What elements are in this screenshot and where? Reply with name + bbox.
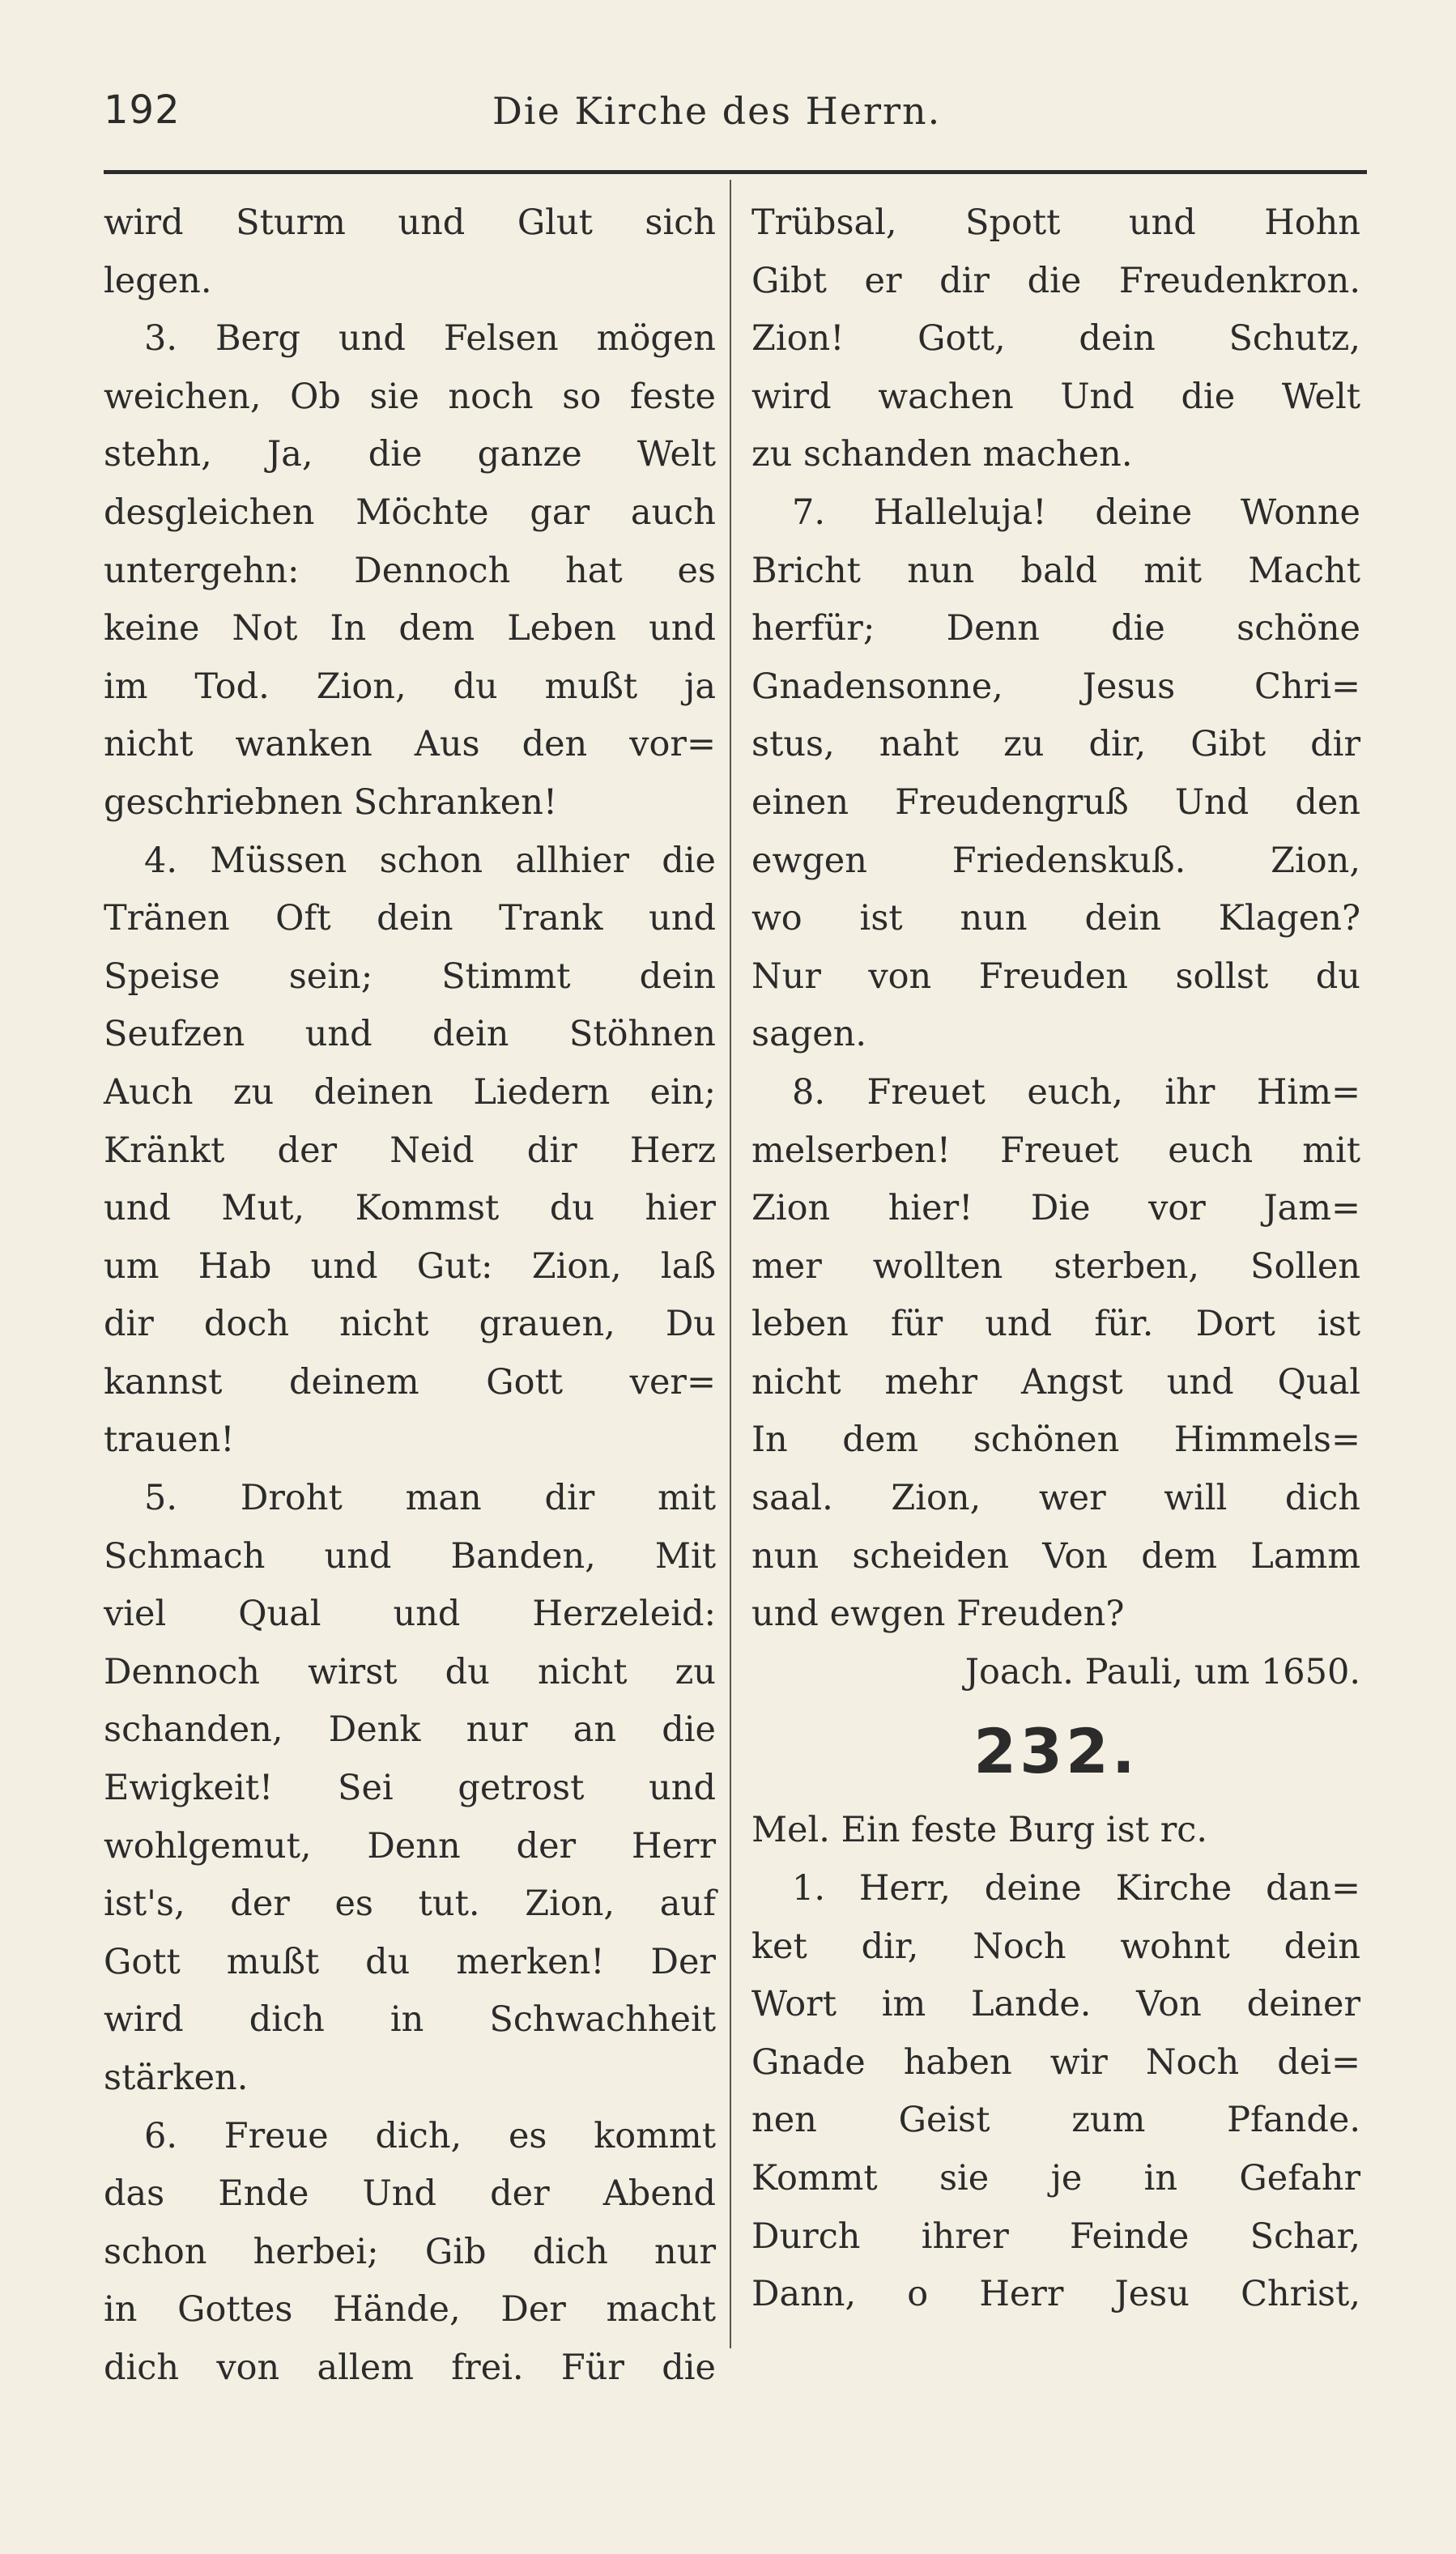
text-line: 8. Freuet euch, ihr Him= (792, 1071, 1360, 1113)
text-line: 7. Halleluja! deine Wonne (792, 492, 1360, 533)
text-line: in Gottes Hände, Der macht (104, 2289, 716, 2331)
text-line: dich von allem frei. Für die (104, 2347, 716, 2388)
text-line: Dennoch wirst du nicht zu (104, 1651, 716, 1692)
text-line: schanden, Denk nur an die (104, 1709, 716, 1751)
text-line: nun scheiden Von dem Lamm (751, 1535, 1360, 1577)
text-line: saal. Zion, wer will dich (751, 1478, 1360, 1519)
text-line: 3. Berg und Felsen mögen (144, 318, 716, 360)
running-title: Die Kirche des Herrn. (492, 89, 942, 133)
text-line: Gott mußt du merken! Der (104, 1941, 716, 1982)
text-line: herfür; Denn die schöne (751, 608, 1360, 649)
text-line: Gibt er dir die Freudenkron. (751, 260, 1360, 301)
text-line: Trübsal, Spott und Hohn (751, 202, 1360, 243)
text-line: Kommt sie je in Gefahr (751, 2158, 1360, 2199)
text-line: Schmach und Banden, Mit (104, 1535, 716, 1577)
text-line: Auch zu deinen Liedern ein; (104, 1071, 716, 1113)
text-line: Bricht nun bald mit Macht (751, 550, 1360, 591)
right-column-lower (751, 1860, 1360, 2324)
page-header (104, 87, 1367, 144)
text-line: 6. Freue dich, es kommt (144, 2115, 716, 2156)
text-line: nicht mehr Angst und Qual (751, 1361, 1360, 1403)
text-line: ist's, der es tut. Zion, auf (104, 1884, 716, 1925)
text-line: und ewgen Freuden? (751, 1594, 1125, 1635)
text-line: geschriebnen Schranken! (104, 781, 558, 823)
text-line: Gnade haben wir Noch dei= (751, 2041, 1360, 2083)
text-line: schon herbei; Gib dich nur (104, 2231, 716, 2272)
text-line: legen. (104, 260, 212, 301)
text-line: desgleichen Möchte gar auch (104, 492, 716, 533)
text-line: Tränen Oft dein Trank und (104, 898, 716, 939)
text-line: stärken. (104, 2058, 249, 2098)
text-line: wo ist nun dein Klagen? (751, 898, 1360, 939)
text-line: ket dir, Noch wohnt dein (751, 1926, 1360, 1967)
text-line: leben für und für. Dort ist (751, 1304, 1360, 1345)
text-line: und Mut, Kommst du hier (104, 1188, 716, 1229)
text-line: trauen! (104, 1420, 235, 1461)
hymn-number: 232. (973, 1715, 1139, 1788)
text-line: wird wachen Und die Welt (751, 376, 1360, 417)
text-line: untergehn: Dennoch hat es (104, 550, 716, 591)
text-line: weichen, Ob sie noch so feste (104, 376, 716, 417)
text-line: das Ende Und der Abend (104, 2173, 716, 2215)
text-line: Wort im Lande. Von deiner (751, 1984, 1360, 2025)
text-line: dir doch nicht grauen, Du (104, 1304, 716, 1345)
text-line: keine Not In dem Leben und (104, 608, 716, 649)
text-line: Kränkt der Neid dir Herz (104, 1130, 716, 1171)
text-line: Zion! Gott, dein Schutz, (751, 318, 1360, 360)
text-line: im Tod. Zion, du mußt ja (104, 666, 716, 707)
text-line: einen Freudengruß Und den (751, 781, 1360, 823)
text-line: 1. Herr, deine Kirche dan= (792, 1868, 1360, 1909)
column-divider (730, 180, 731, 2348)
right-column (751, 194, 1360, 2324)
text-line: Durch ihrer Feinde Schar, (751, 2216, 1360, 2257)
right-column-upper (751, 194, 1360, 1701)
text-line: um Hab und Gut: Zion, laß (104, 1245, 716, 1287)
text-line: Ewigkeit! Sei getrost und (104, 1768, 716, 1809)
left-column (104, 194, 716, 2398)
text-line: viel Qual und Herzeleid: (104, 1594, 716, 1635)
page-number: 192 (104, 87, 181, 133)
text-line: In dem schönen Himmels= (751, 1420, 1360, 1461)
text-line: melserben! Freuet euch mit (751, 1130, 1360, 1171)
text-line: zu schanden machen. (751, 434, 1133, 475)
text-line: wird Sturm und Glut sich (104, 202, 716, 243)
text-line: wird dich in Schwachheit (104, 1999, 716, 2041)
text-line: ewgen Friedenskuß. Zion, (751, 840, 1360, 881)
melody-line: Mel. Ein feste Burg ist rc. (751, 1810, 1208, 1851)
text-line: nen Geist zum Pfande. (751, 2100, 1360, 2141)
text-line: 5. Droht man dir mit (144, 1478, 716, 1519)
text-line: nicht wanken Aus den vor= (104, 724, 716, 765)
text-line: 4. Müssen schon allhier die (144, 840, 716, 881)
text-line: kannst deinem Gott ver= (104, 1361, 716, 1403)
text-line: Zion hier! Die vor Jam= (751, 1188, 1360, 1229)
header-rule (104, 170, 1367, 174)
text-line: Dann, o Herr Jesu Christ, (751, 2274, 1360, 2315)
text-line: stus, naht zu dir, Gibt dir (751, 724, 1360, 765)
text-line: mer wollten sterben, Sollen (751, 1245, 1360, 1287)
text-line: Joach. Pauli, um 1650. (964, 1651, 1360, 1692)
text-line: stehn, Ja, die ganze Welt (104, 434, 716, 475)
text-line: Gnadensonne, Jesus Chri= (751, 666, 1360, 707)
text-line: wohlgemut, Denn der Herr (104, 1825, 716, 1867)
text-line: Nur von Freuden sollst du (751, 956, 1360, 997)
text-line: Speise sein; Stimmt dein (104, 956, 716, 997)
text-line: sagen. (751, 1014, 867, 1055)
text-line: Seufzen und dein Stöhnen (104, 1014, 716, 1055)
